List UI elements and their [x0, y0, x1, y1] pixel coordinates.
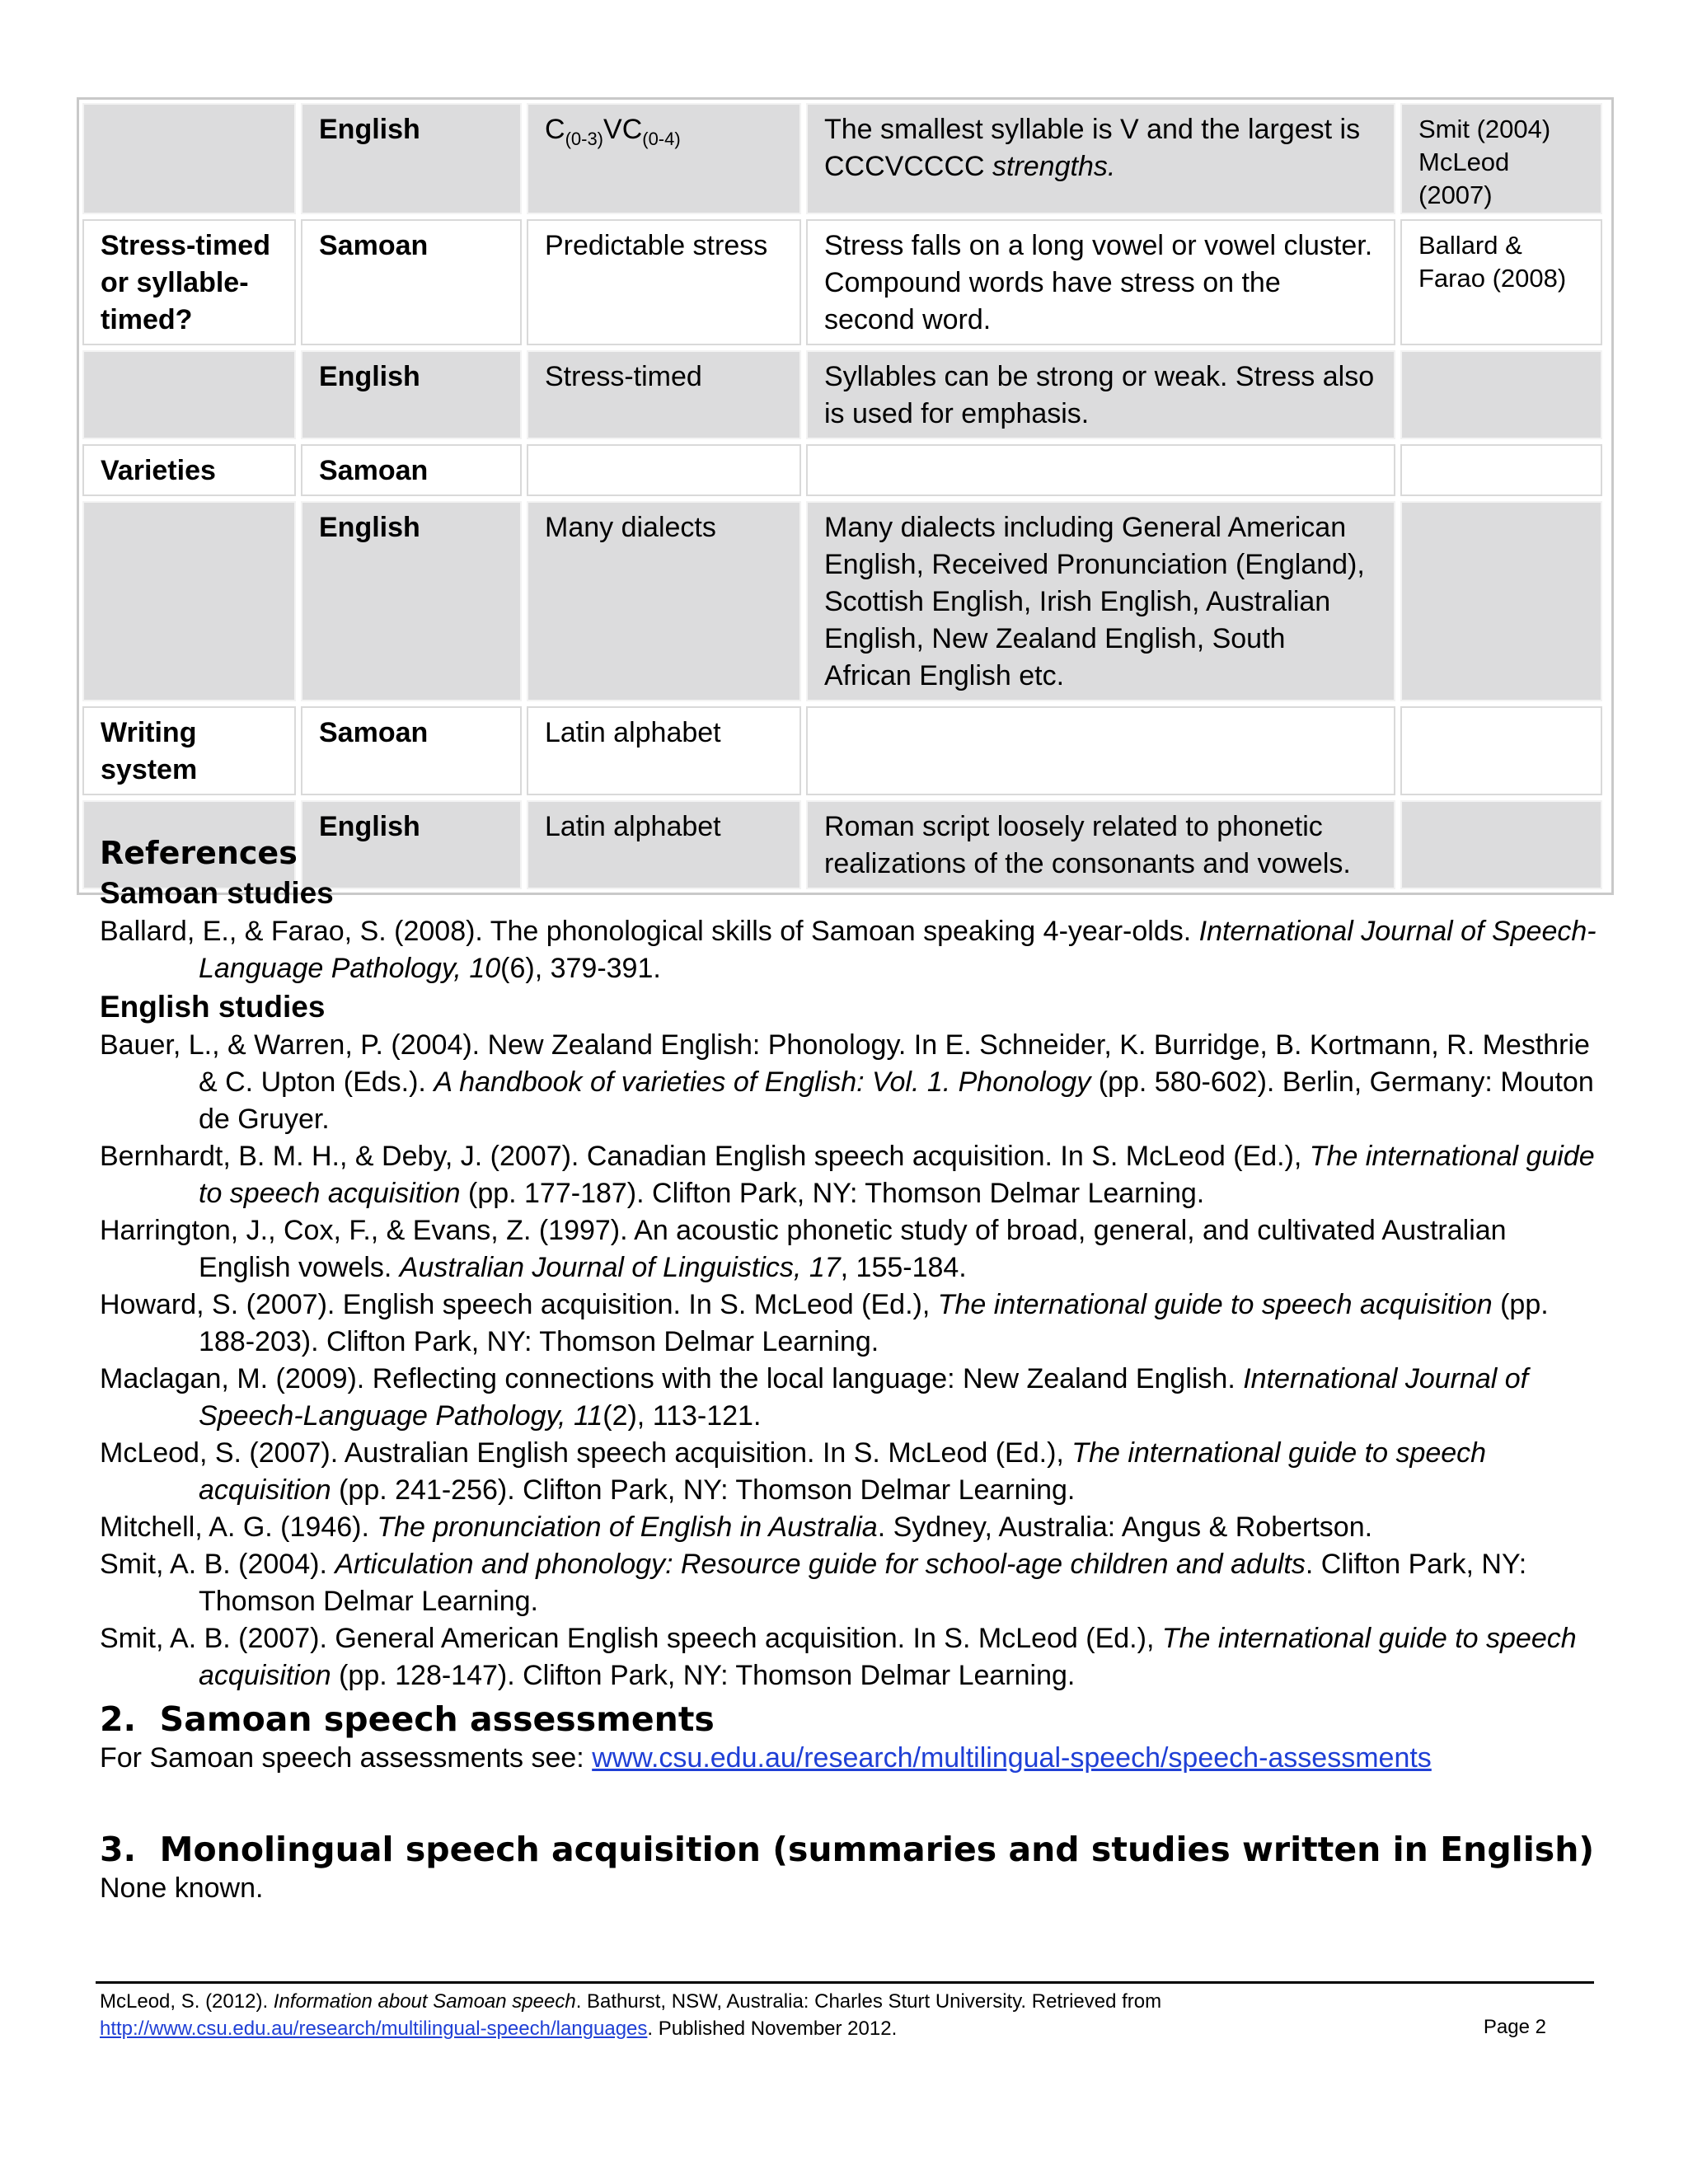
reference-entry: McLeod, S. (2007). Australian English speech acquisition. In S. McLeod (Ed.), The international guide to speech acquisition (pp. 241-256). Clifton Park, NY: Thomson Delmar Learning. — [100, 1437, 1487, 1506]
table-cell-feature: Stress-timed — [527, 350, 801, 439]
table-cell-category — [82, 350, 296, 439]
table-cell-source — [1400, 350, 1602, 439]
reference-entry: Bauer, L., & Warren, P. (2004). New Zealand English: Phonology. In E. Schneider, K. Burridge, B. Kortmann, R. Mesthrie & C. Upton (Eds.). A handbook of varieties of English: Vol. 1. Phonology (pp. 580-602). Berlin, Germany: Mouton de Gruyer. — [100, 1029, 1594, 1135]
english-reference-list — [100, 1027, 1600, 1694]
table-row — [82, 706, 1608, 795]
table-cell-language: Samoan — [301, 706, 522, 795]
table-cell-feature: Latin alphabet — [527, 800, 801, 889]
table-row — [82, 103, 1608, 214]
table-row — [82, 219, 1608, 345]
section-3-text: None known. — [100, 1872, 264, 1904]
reference-entry: Bernhardt, B. M. H., & Deby, J. (2007). Canadian English speech acquisition. In S. McLeod (Ed.), The international guide to speech acquisition (pp. 177-187). Clifton Park, NY: Thomson Delmar Learning. — [100, 1141, 1595, 1209]
table-row — [82, 501, 1608, 701]
table-cell-feature — [527, 444, 801, 496]
reference-entry: Maclagan, M. (2009). Reflecting connections with the local language: New Zealand English. International Journal of Speech-Language Pathology, 11(2), 113-121. — [100, 1363, 1529, 1432]
section-3-heading — [100, 1830, 1594, 1869]
table-cell-description — [806, 444, 1395, 496]
table-cell-feature: Latin alphabet — [527, 706, 801, 795]
table-row — [82, 350, 1608, 439]
table-cell-source — [1400, 706, 1602, 795]
page-number: Page 2 — [1483, 2016, 1546, 2038]
section-3-number: 3. — [100, 1830, 137, 1869]
section-3-title: Monolingual speech acquisition (summaries and studies written in English) — [159, 1830, 1595, 1869]
table-cell-language: English — [301, 103, 522, 214]
table-cell-description — [806, 706, 1395, 795]
language-comparison-table — [77, 97, 1614, 895]
table-cell-category — [82, 501, 296, 701]
table-cell-description: Roman script loosely related to phonetic realizations of the consonants and vowels. — [806, 800, 1395, 889]
table-cell-category: Varieties — [82, 444, 296, 496]
speech-assessments-link[interactable]: www.csu.edu.au/research/multilingual-speech/speech-assessments — [592, 1742, 1432, 1774]
footer-divider — [96, 1981, 1594, 1984]
section-2-heading — [100, 1699, 715, 1739]
table-cell-feature: Predictable stress — [527, 219, 801, 345]
table-cell-category: Writing system — [82, 706, 296, 795]
reference-entry: Mitchell, A. G. (1946). The pronunciation of English in Australia. Sydney, Australia: Angus & Robertson. — [100, 1511, 1373, 1543]
table-cell-language: English — [301, 350, 522, 439]
table-cell-language: Samoan — [301, 444, 522, 496]
table-cell-source — [1400, 444, 1602, 496]
footer-citation: McLeod, S. (2012). Information about Samoan speech. Bathurst, NSW, Australia: Charles Sturt University. Retrieved from http://www.csu.edu.au/research/multilingual-speech/languages. Published November 2012. — [100, 1990, 1162, 2040]
samoan-studies-heading: Samoan studies — [100, 876, 334, 910]
reference-entry: Smit, A. B. (2007). General American English speech acquisition. In S. McLeod (Ed.), The international guide to speech acquisition (pp. 128-147). Clifton Park, NY: Thomson Delmar Learning. — [100, 1623, 1577, 1691]
references-heading: References — [100, 835, 298, 871]
table-row — [82, 444, 1608, 496]
reference-entry: Smit, A. B. (2004). Articulation and phonology: Resource guide for school-age children and adults. Clifton Park, NY: Thomson Delmar Learning. — [100, 1549, 1527, 1617]
table-cell-source: Ballard & Farao (2008) — [1400, 219, 1602, 345]
section-2-number: 2. — [100, 1699, 137, 1739]
reference-entry: Harrington, J., Cox, F., & Evans, Z. (1997). An acoustic phonetic study of broad, general, and cultivated Australian English vowels. Australian Journal of Linguistics, 17, 155-184. — [100, 1215, 1507, 1283]
samoan-reference-list — [100, 913, 1600, 987]
languages-link[interactable]: http://www.csu.edu.au/research/multilingual-speech/languages — [100, 2018, 648, 2040]
table-cell-language: English — [301, 501, 522, 701]
table-cell-source: Smit (2004) McLeod (2007) — [1400, 103, 1602, 214]
table-cell-source — [1400, 800, 1602, 889]
english-studies-heading: English studies — [100, 990, 326, 1024]
table-cell-feature: Many dialects — [527, 501, 801, 701]
table-cell-category — [82, 103, 296, 214]
table-cell-description: The smallest syllable is V and the largest is CCCVCCCC strengths. — [806, 103, 1395, 214]
section-2-text: For Samoan speech assessments see: www.csu.edu.au/research/multilingual-speech/speech-assessments — [100, 1742, 1432, 1774]
table-cell-language: Samoan — [301, 219, 522, 345]
table-cell-description: Stress falls on a long vowel or vowel cluster. Compound words have stress on the second word. — [806, 219, 1395, 345]
table-cell-category: Stress-timed or syllable-timed? — [82, 219, 296, 345]
table-cell-description: Many dialects including General American English, Received Pronunciation (England), Scottish English, Irish English, Australian English, New Zealand English, South African English etc. — [806, 501, 1395, 701]
reference-entry: Ballard, E., & Farao, S. (2008). The phonological skills of Samoan speaking 4-year-olds. International Journal of Speech-Language Pathology, 10(6), 379-391. — [100, 916, 1597, 984]
table-cell-language: English — [301, 800, 522, 889]
section-2-title: Samoan speech assessments — [159, 1699, 715, 1739]
table-cell-source — [1400, 501, 1602, 701]
table-cell-description: Syllables can be strong or weak. Stress also is used for emphasis. — [806, 350, 1395, 439]
reference-entry: Howard, S. (2007). English speech acquisition. In S. McLeod (Ed.), The international guide to speech acquisition (pp. 188-203). Clifton Park, NY: Thomson Delmar Learning. — [100, 1289, 1549, 1357]
table-cell-feature: $C_{(0-3)}VC_{(0-4)}$ — [527, 103, 801, 214]
